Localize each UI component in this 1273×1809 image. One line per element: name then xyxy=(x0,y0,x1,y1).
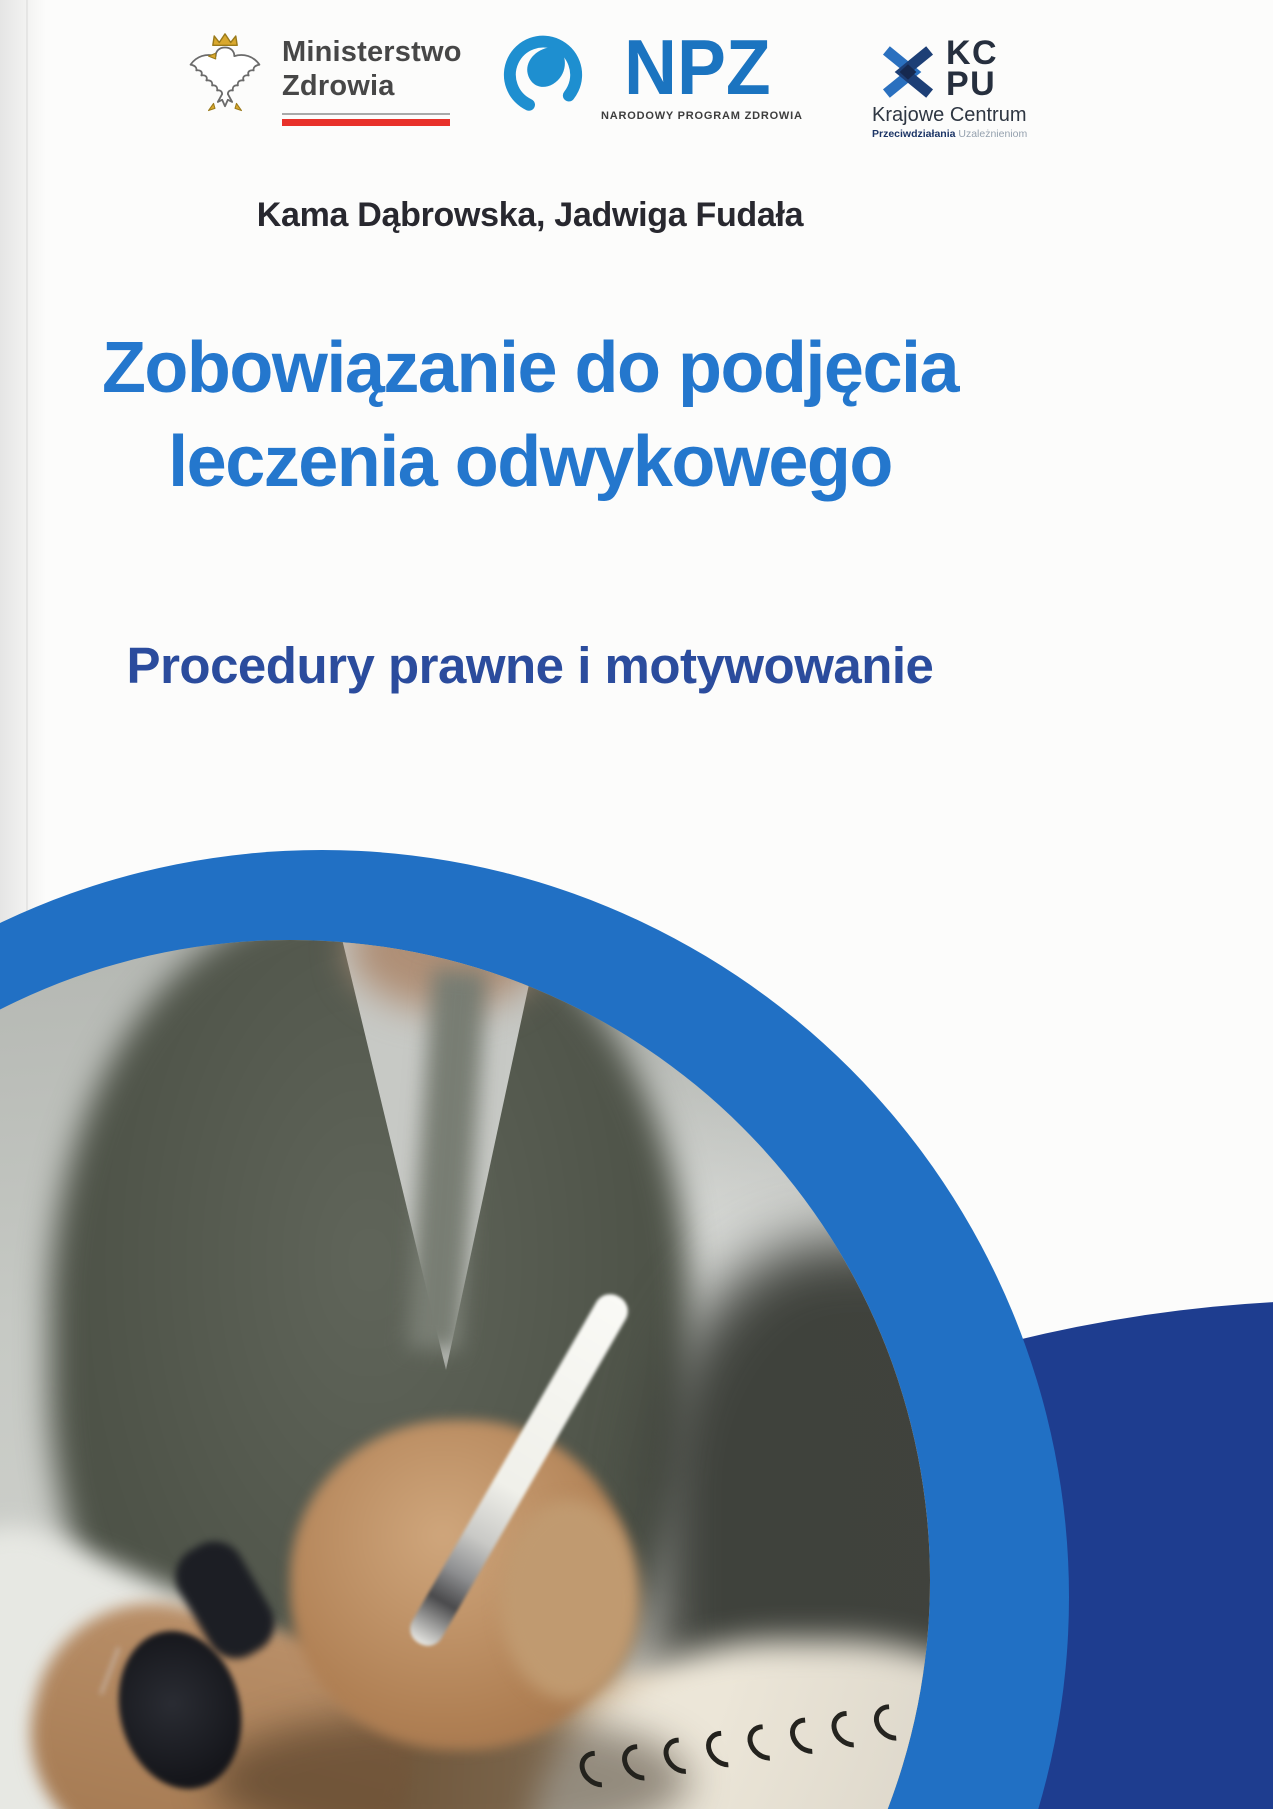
book-title xyxy=(0,322,1060,509)
npz-tagline: NARODOWY PROGRAM ZDROWIA xyxy=(601,109,803,122)
kcpu-abbr xyxy=(946,34,999,103)
kcpu-abbr-line1: KC xyxy=(946,34,999,72)
book-title-line2: leczenia odwykowego xyxy=(168,421,892,502)
kcpu-tagline-light: Uzależnieniom xyxy=(958,128,1028,140)
authors-line: Kama Dąbrowska, Jadwiga Fudała xyxy=(256,196,804,234)
book-subtitle: Procedury prawne i motywowanie xyxy=(126,637,934,694)
flag-white-stripe xyxy=(282,113,450,115)
book-title-line1: Zobowiązanie do podjęcia xyxy=(101,328,959,408)
kcpu-tagline-bold: Przeciwdziałania xyxy=(872,128,956,140)
npz-abbr: NPZ xyxy=(623,23,771,111)
kcpu-abbr-line2: PU xyxy=(946,64,997,103)
cover-photo xyxy=(0,940,930,1809)
ministry-wordmark xyxy=(282,36,462,126)
ministry-word-2: Zdrowia xyxy=(282,69,395,102)
npz-logo xyxy=(497,24,803,122)
npz-swoosh-drop-icon xyxy=(497,24,589,120)
ministry-word-1: Ministerstwo xyxy=(282,36,462,68)
kcpu-tagline xyxy=(872,128,1072,140)
poland-flag-underline xyxy=(282,113,450,126)
ministry-of-health-logo xyxy=(182,26,462,126)
npz-wordmark xyxy=(601,24,803,122)
flag-red-stripe xyxy=(282,119,450,126)
kcpu-name: Krajowe Centrum xyxy=(872,104,1027,126)
polish-eagle-icon xyxy=(182,26,268,122)
photo-vignette xyxy=(0,940,930,1809)
kcpu-x-icon xyxy=(878,42,938,102)
